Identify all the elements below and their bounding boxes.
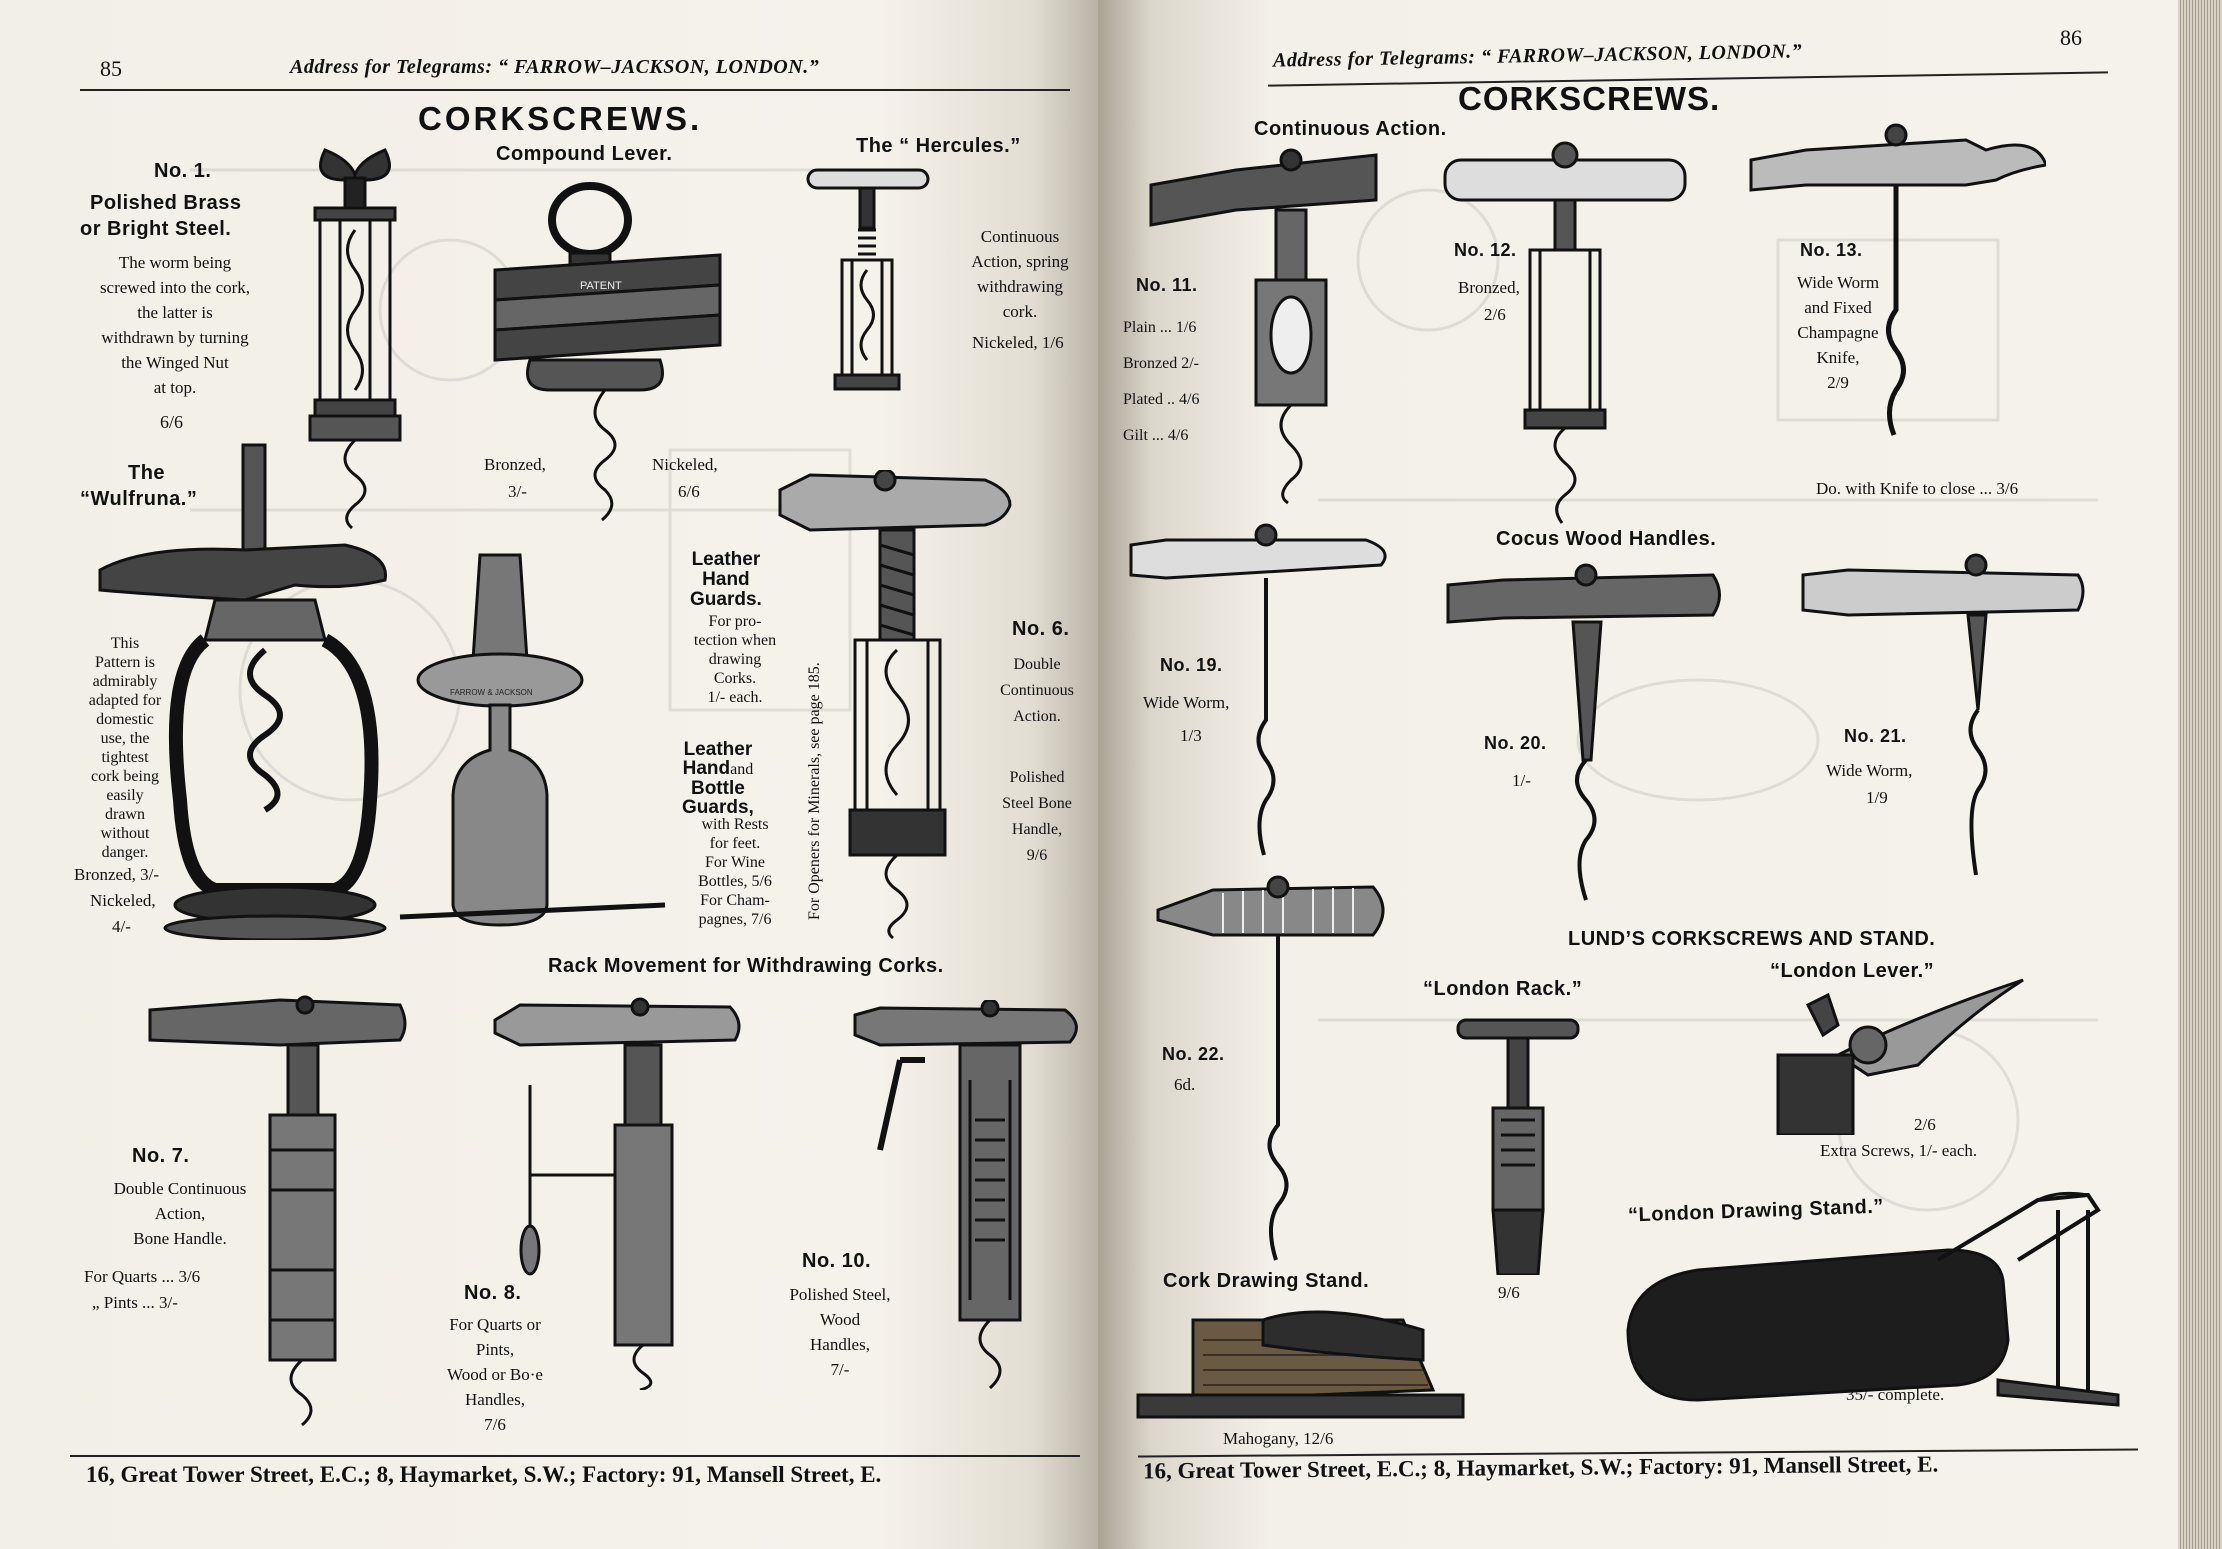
page-number: 86: [2060, 25, 2082, 50]
item-price: 6/6: [160, 412, 184, 432]
hercules-corkscrew-illustration: [800, 160, 950, 400]
section-title: Continuous Action.: [1254, 118, 1447, 140]
header-rule: [80, 89, 1070, 91]
item-description: Wide Worm and Fixed Champagne Knife, 2/9: [1796, 273, 1880, 392]
section-title: “London Rack.”: [1423, 978, 1583, 1000]
item-price: 6d.: [1174, 1075, 1196, 1094]
item-name: “Wulfruna.”: [80, 488, 198, 510]
section-title: “London Lever.”: [1770, 960, 1935, 982]
section-title: The “ Hercules.”: [856, 135, 1021, 157]
page-title: CORKSCREWS.: [418, 100, 703, 137]
item-number: No. 13.: [1800, 240, 1863, 260]
item-price: 2/6: [1914, 1115, 1936, 1134]
item-number: No. 6.: [1012, 618, 1070, 640]
section-title: “London Drawing Stand.”: [1627, 1195, 1885, 1227]
item-note: Extra Screws, 1/- each.: [1820, 1141, 1978, 1160]
item-description: The worm being screwed into the cork, the latter is withdrawn by turning the Winged Nut at top.: [99, 253, 251, 397]
item-description: For pro- tection when drawing Corks. 1/- each.: [693, 613, 777, 706]
item-price: 1/3: [1180, 726, 1202, 745]
item-price: 1/-: [1512, 771, 1531, 790]
item-description: Wide Worm,: [1143, 693, 1230, 712]
section-title: LUND’S CORKSCREWS AND STAND.: [1568, 928, 1936, 950]
item-price-label: Nickeled,: [652, 455, 718, 474]
telegram-address: Address for Telegrams: “ FARROW–JACKSON, LONDON.”: [290, 56, 820, 78]
item-note: Do. with Knife to close ... 3/6: [1816, 479, 2019, 498]
no12-corkscrew-illustration: [1440, 135, 1690, 525]
footer-address: 16, Great Tower Street, E.C.; 8, Haymarket, S.W.; Factory: 91, Mansell Street, E.: [1142, 1451, 1939, 1484]
item-name: Polished Brass: [90, 192, 242, 214]
cork-drawing-stand-illustration: [1133, 1300, 1468, 1420]
item-price: Bronzed, 3/-: [74, 865, 159, 884]
item-price: 4/-: [112, 917, 131, 936]
item-number: No. 8.: [464, 1282, 522, 1304]
footer-address: 16, Great Tower Street, E.C.; 8, Haymarket, S.W.; Factory: 91, Mansell Street, E.: [86, 1462, 882, 1487]
item-price: 35/- complete.: [1846, 1385, 1945, 1404]
item-number: No. 22.: [1162, 1044, 1225, 1064]
guard-stamp-text: FARROW & JACKSON: [450, 688, 533, 697]
item-name: or Bright Steel.: [80, 218, 232, 240]
item-description: This Pattern is admirably adapted for domestic use, the tightest cork being easily drawn without danger.: [88, 635, 162, 861]
item-description: Bronzed,: [1458, 278, 1520, 297]
section-title: Compound Lever.: [496, 143, 673, 165]
item-description: Continuous Action, spring withdrawing cork.: [971, 227, 1069, 321]
item-description: with Rests for feet. For Wine Bottles, 5/6 For Cham- pagnes, 7/6: [698, 816, 772, 928]
item-number: No. 11.: [1136, 275, 1198, 295]
page-edges: [2178, 0, 2222, 1549]
section-title: Leather Hand Guards.: [690, 549, 762, 610]
item-description: For Quarts or Pints, Wood or Bo·e Handles, 7/6: [447, 1315, 543, 1434]
item-price: 1/9: [1866, 788, 1888, 807]
item-number: No. 20.: [1484, 733, 1547, 753]
item-price: Mahogany, 12/6: [1223, 1429, 1334, 1448]
vertical-note: For Openers for Minerals, see page 185.: [806, 662, 823, 920]
item-price: Nickeled, 1/6: [972, 333, 1064, 352]
item-price-label: Bronzed,: [484, 455, 546, 474]
london-lever-illustration: [1768, 975, 2028, 1135]
item-description: Double Continuous Action.: [1000, 656, 1074, 725]
item-price: „ Pints ... 3/-: [92, 1293, 178, 1312]
no21-corkscrew-illustration: [1798, 550, 2088, 880]
leather-guards-illustration: [395, 545, 675, 940]
patent-plate-text: PATENT: [580, 280, 622, 292]
item-number: No. 21.: [1844, 726, 1907, 746]
item-number: No. 12.: [1454, 240, 1517, 260]
page-number: 85: [100, 56, 122, 81]
item-description: Polished Steel, Wood Handles, 7/-: [789, 1285, 891, 1379]
item-price-list: Plain ... 1/6 Bronzed 2/- Plated .. 4/6 Gilt ... 4/6: [1123, 319, 1200, 444]
item-description: Double Continuous Action, Bone Handle.: [113, 1179, 247, 1248]
left-page: [0, 0, 1098, 1549]
item-price: 6/6: [678, 482, 700, 501]
item-price: Nickeled,: [90, 891, 156, 910]
section-title: Rack Movement for Withdrawing Corks.: [548, 955, 944, 977]
footer-rule: [70, 1455, 1080, 1457]
page-title: CORKSCREWS.: [1458, 80, 1721, 117]
item-description: Polished Steel Bone Handle, 9/6: [1002, 769, 1072, 864]
item-price: 3/-: [508, 482, 527, 501]
section-title: Cocus Wood Handles.: [1496, 528, 1717, 550]
section-title: Leather Handand Bottle Guards,: [682, 739, 754, 818]
item-price: For Quarts ... 3/6: [84, 1267, 201, 1286]
item-price: 2/6: [1484, 305, 1506, 324]
no6-double-continuous-corkscrew-illustration: [775, 470, 1015, 940]
item-number: No. 19.: [1160, 655, 1223, 675]
item-number: No. 1.: [154, 160, 212, 182]
item-number: No. 10.: [802, 1250, 872, 1272]
item-number: No. 7.: [132, 1145, 190, 1167]
item-price: 9/6: [1498, 1283, 1520, 1302]
london-rack-illustration: [1453, 1010, 1583, 1275]
telegram-address: Address for Telegrams: “ FARROW–JACKSON, LONDON.”: [1272, 40, 1803, 72]
item-description: Wide Worm,: [1826, 761, 1913, 780]
item-name: The: [128, 462, 166, 484]
no22-corkscrew-illustration: [1153, 875, 1393, 1265]
right-page: [1098, 0, 2178, 1549]
section-title: Cork Drawing Stand.: [1163, 1270, 1370, 1292]
